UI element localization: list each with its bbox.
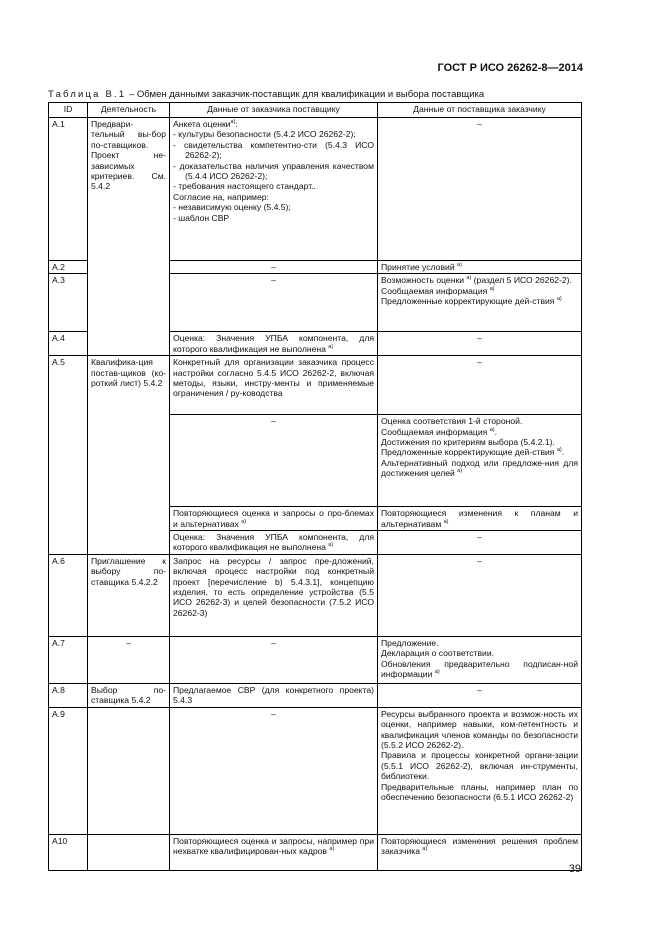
supplier-data-cell [378,261,582,274]
customer-data-cell [170,683,378,707]
customer-data-cell [170,118,378,261]
footnote-mark: а) [489,285,495,292]
supplier-data-cell [378,636,582,683]
supplier-data-cell: – [378,118,582,261]
footnote-mark: а) [329,846,335,853]
exchange-table [48,102,582,871]
cell-text: Предложенные корректирующие дей-ствия $^{а)}$. [381,447,565,458]
cell-text [381,286,578,296]
column-header-customer-data: Данные от заказчика поставщику [170,103,378,118]
cell-fragment: Альтернативный подход или предложе-ния для достижения целей [381,457,578,479]
footnote-mark: а) [328,343,334,350]
document-header: ГОСТ Р ИСО 26262-8—2014 [437,62,583,74]
customer-data-cell: – [170,274,378,332]
footnote-mark: а) [230,119,236,126]
cell-text: Запрос на ресурсы / запрос пре-дложений, включая процесс настройки под конкретный проект [перечисление b) 5.4.3.1], концепцию изделия, то есть определение устройства (5.5 ИСО 26262-3) и целей безопасности (7.5.2 ИСО 26262-3) [173,555,374,618]
customer-data-cell [170,507,378,531]
activity-cell: Выбор по-ставщика 5.4.2 [88,683,170,707]
column-header-activity: Деятельность [88,103,170,118]
supplier-data-cell: – [378,356,582,415]
cell-text: Принятие условий [381,262,455,272]
cell-fragment: Сообщаемая информация [381,426,488,437]
cell-text: Конкретный для организации заказчика процесс настройки согласно 5.4.5 ИСО 26262-2, включая методы, языки, инстру-менты и применяемые ограничения / ру-ководства [173,357,374,399]
row-id: A.2 [49,261,88,274]
cell-fragment: Предложенные корректирующие дей-ствия [381,447,555,458]
footnote-mark: а) [422,846,428,853]
activity-cell: Приглашение к выбору по-ставщика 5.4.2.2 [88,554,170,636]
footnote-mark: а) [466,275,472,282]
cell-text [381,458,578,479]
supplier-data-cell [378,274,582,332]
list-item: - доказательства наличия управления качеством (5.4.4 ИСО 26262-2); [173,160,374,182]
row-id: A10 [49,834,88,870]
activity-cell [88,707,170,834]
column-header-supplier-data: Данные от поставщика заказчику [378,103,582,118]
row-id: A.8 [49,683,88,707]
row-id: A.1 [49,118,88,261]
supplier-data-cell: – [378,554,582,636]
list-item: - независимую оценку (5.4.5); [173,202,291,213]
cell-text [381,275,578,285]
list-item: - шаблон СВР [173,212,230,223]
colon: : [235,119,238,129]
cell-text: Повторяющиеся оценка и запросы, например при нехватке квалифицирован-ных кадров [173,835,374,857]
cell-text: Сообщаемая информация $^{а)}$. [381,426,497,437]
row-id: A.9 [49,707,88,834]
table-row [49,356,582,415]
cell-fragment: Обновления предварительно подписан-ной информации [381,658,578,680]
cell-fragment: (раздел 5 ИСО 26262-2). [471,275,572,286]
cell-text: Оценка: Значения УПБА компонента, для которого квалификация не выполнена [173,532,374,553]
cell-text [381,659,578,680]
table-header-row [49,103,582,118]
questionnaire-label: Анкета оценки [173,119,231,129]
footnote-mark: а) [328,542,334,549]
customer-data-cell [170,332,378,356]
cell-fragment: Сообщаемая информация [381,285,488,296]
customer-data-cell [170,356,378,415]
row-id: A.7 [49,636,88,683]
cell-text: Декларация о соответствии. [381,648,495,659]
caption-text: – Обмен данными заказчик-поставщик для квалификации и выбора поставщика [126,89,485,100]
footnote-mark: а) [556,447,562,454]
table-caption [48,89,484,100]
row-id: A.3 [49,274,88,332]
consent-label: Согласие на, например: [173,191,269,202]
activity-cell: – [88,636,170,683]
list-item: - требования настоящего стандарт.. [173,181,316,192]
supplier-data-cell [378,834,582,870]
cell-text [381,296,578,306]
cell-text: Предварительные планы, например план по обеспечению безопасности (6.5.1 ИСО 26262-2) [381,781,578,803]
footnote-mark: а) [489,426,495,433]
footnote-mark: а) [457,262,462,269]
cell-text: Предложение. [381,637,439,648]
supplier-data-cell: – [378,683,582,707]
supplier-data-cell: – [378,332,582,356]
table-row [49,554,582,636]
activity-cell: Предвари-тельный вы-бор по-ставщиков. Проект не-зависимых критериев. См. 5.4.2 [88,118,170,356]
table-row [49,118,582,261]
footnote-mark: а) [556,296,562,303]
row-id: A.6 [49,554,88,636]
list-item: - свидетельства компетентно-сти (5.4.3 ИСО 26262-2); [173,139,374,161]
supplier-data-cell [378,415,582,507]
row-id: A.4 [49,332,88,356]
cell-text: Оценка соответствия 1-й стороной. [381,416,523,427]
caption-label: Таблица [48,89,101,100]
cell-text: Правила и процессы конкретной органи-зации (5.5.1 ИСО 26262-2), включая ин-струменты, библиотеки. [381,750,578,782]
cell-text: Повторяющиеся изменения к планам и альтернативам [381,508,578,529]
page-number: 39 [568,863,581,875]
cell-text: Предлагаемое СВР (для конкретного проекта) 5.4.3 [173,684,374,706]
table-row [49,636,582,683]
cell-text: Достижения по критериям выбора (5.4.2.1). [381,437,555,448]
customer-data-cell [170,531,378,555]
supplier-data-cell [378,707,582,834]
footnote-mark: а) [443,518,449,525]
cell-text: Повторяющиеся оценка и запросы о про-блемах и альтернативах [173,508,374,529]
table-row [49,707,582,834]
cell-fragment: Возможность оценки [381,275,465,286]
customer-data-cell: – [170,261,378,274]
list-item: - культуры безопасности (5.4.2 ИСО 26262-2); [173,129,356,140]
cell-text: Оценка: Значения УПБА компонента, для которого квалификация не выполнена [173,333,374,354]
activity-cell [88,834,170,870]
customer-data-cell [170,834,378,870]
cell-fragment: Предложенные корректирующие дей-ствия [381,296,555,307]
cell-text: Повторяющиеся изменения решения проблем заказчика [381,835,578,857]
footnote-mark: а) [457,468,463,475]
customer-data-cell: – [170,636,378,683]
customer-data-cell: – [170,707,378,834]
footnote-mark: а) [434,669,440,676]
column-header-id: ID [49,103,88,118]
caption-number: В.1 [100,89,127,100]
customer-data-cell: – [170,415,378,507]
table-row [49,683,582,707]
footnote-mark: а) [241,518,247,525]
supplier-data-cell [378,507,582,531]
row-id: A.5 [49,356,88,555]
customer-data-cell [170,554,378,636]
cell-text: Ресурсы выбранного проекта и возмож-ность их оценки, например навыки, ком-петентность и квалификация членов команды по безопасности (5.5.2 ИСО 26262-2). [381,708,578,751]
activity-cell: Квалифика-ция постав-щиков (ко-роткий лист) 5.4.2 [88,356,170,555]
table-row [49,834,582,870]
supplier-data-cell: – [378,531,582,555]
